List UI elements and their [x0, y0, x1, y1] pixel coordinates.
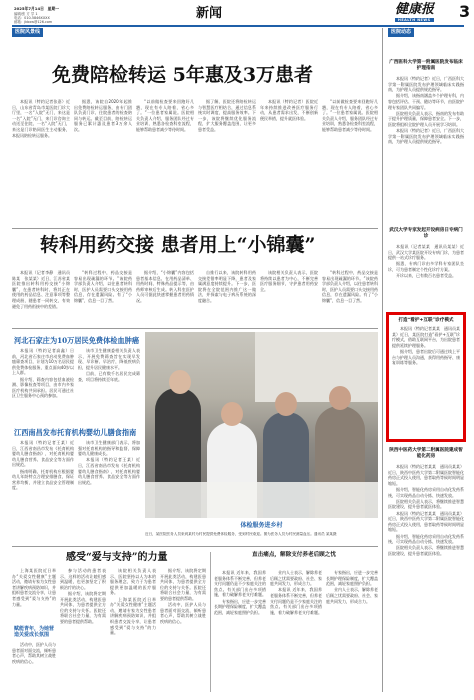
story5-col-1 [12, 568, 56, 622]
story1-col-3 [136, 99, 194, 227]
story1-col-4 [198, 99, 256, 227]
story3-para: 本报讯（特约记者高鑫）日前，河北省石家庄市启动免费血肿癌筛查项目，计划为10万名居民提供免费体检服务，重点面向40岁以上人群。 [12, 348, 74, 376]
right-item2-para: 开诊以来，已有数百名患者受益。 [396, 273, 456, 279]
story6-col-2 [270, 570, 322, 692]
photo-person [221, 402, 243, 426]
right-item3-para: 本报讯（特约记者某某 通讯员某某）近日，陕西中医药大学第二附属医院智能化药房正式投入使用，患者取药等候时间明显缩短。 [388, 464, 464, 486]
story4-col-1 [12, 440, 74, 530]
story6-para: 业内人士表示，解除养老后顾之忧需要政府、社会、家庭共同发力，形成合力。 [270, 570, 322, 587]
story5-col-3 [110, 568, 156, 692]
right-item2-para: 据悉，专病门诊由多学科专家团队坐诊，可为患者制定个性化诊疗方案。 [388, 261, 464, 272]
headline-elderly-care-payment: 直击痛点，解除支付养老后顾之忧 [252, 552, 336, 558]
email-line: 邮箱：jkbxw@126.com [14, 20, 53, 24]
story4-para: 本报讯（特约记者王某）近日，江西省南昌市发布《托育机构婴幼儿膳食指南》，对托育机构婴幼儿膳食营养、食品安全等方面作出规范。 [78, 457, 140, 485]
story1-col-5 [260, 99, 318, 227]
story1-para: 本报讯（特约记者）医院近年来持续推进改善医疗服务行动，从患者需求出发，不断创新便民举措，提升就医体验。 [260, 99, 318, 121]
story3-col-2 [78, 348, 140, 422]
masthead-rule [12, 25, 464, 27]
story4-para: 该市卫生健康部门表示，将加强对托育机构的指导和监督，保障婴幼儿健康成长。 [78, 440, 140, 457]
story6-para: 专家指出，应进一步完善长期护理保险制度，扩大覆盖范围，减轻家庭照护负担。 [214, 598, 266, 615]
story2-para: 据介绍，“小锦囊”内容包括患者基本信息、在用药品清单、用药时间、特殊药品提示等，由药师审核后生成。转入科室医护人员可据此快速掌握患者用药情况。 [136, 270, 194, 303]
highlight-body [392, 326, 460, 434]
highlight-para: 本报讯（特约记者某某 通讯员某某）近日，某医院打造“看护+互联”诊疗模式，借助互联网平台，为出院患者提供延续护理服务。 [392, 326, 460, 348]
photo-person [275, 392, 297, 416]
story3-para: 目前，已有数千名居民完成筛查，项目将持续至年底。 [78, 370, 140, 382]
right-item1-para: 据介绍，该指南涵盖多个护理专科，内容包括评估、干预、随访等环节，由医院护理专家团队共同编写。 [388, 93, 464, 110]
photo-person [169, 370, 191, 394]
story3-col-1 [12, 348, 74, 422]
story5-col-1b [12, 642, 56, 692]
story2-para: “转科过程中，药品交接是容易出现疏漏的环节。”该院药学部负责人介绍，以往患者转科时，医护人员需要口头交接用药信息，存在遗漏风险。有了“小锦囊”，信息一目了然。 [322, 270, 378, 303]
right-item1-title: 广西医科大学第一附属医院发布临床护理指南 [389, 60, 463, 71]
story2-col-3 [136, 270, 194, 326]
photo-caption-note: 近日，某医院医务人员来到某村为村民提供免费体检服务，受到村民欢迎。图为医务人员为村民测量血压。通讯员 某某摄 [145, 532, 337, 536]
column-tag-hospital-scene: 医院风景线 [12, 28, 43, 37]
right-item2-para: 本报讯（记者某某 通讯员某某）近日，武汉大学某医院开设专病门诊，为患者提供一站式诊疗服务。 [388, 244, 464, 261]
right-item3-para: 医院相关负责人表示，将继续推进智慧医院建设，提升患者就医体验。 [388, 545, 464, 556]
photo-person [329, 386, 351, 410]
story6-para: 专家指出，应进一步完善长期护理保险制度，扩大覆盖范围，减轻家庭照护负担。 [326, 570, 378, 587]
story4-para: 本报讯（特约记者王某）近日，江西省南昌市发布《托育机构婴幼儿膳食指南》，对托育机构婴幼儿膳食营养、食品安全等方面作出规范。 [12, 440, 74, 468]
story3-para: 该市卫生健康委相关负责人表示，开展免费筛查旨在实现早发现、早诊断、早治疗，降低疾病负担，提升居民健康水平。 [78, 348, 140, 370]
phone-line: 电话：010-5846XXXX [14, 16, 50, 20]
story1-col-2 [74, 99, 132, 227]
highlighted-news-box[interactable] [386, 312, 466, 442]
photo-caption-title: 体检服务进乡村 [240, 522, 283, 529]
masthead [0, 0, 474, 24]
right-item3-para: 本报讯（特约记者某某 通讯员某某）近日，陕西中医药大学第二附属医院智能化药房正式投入使用，患者取药等候时间明显缩短。 [388, 510, 464, 533]
right-item3-para: 据介绍，智能化药房采用自动化发药系统，可实现药品自动分拣、快速发放。 [388, 533, 464, 545]
headline-free-escort: 免费陪检转运 5年惠及3万患者 [52, 64, 314, 86]
section-title: 新闻 [196, 6, 223, 21]
story5-para: 据介绍，该院将定期开展此类活动，构建医患共同体，为患者提供全方位的支持与关怀。医院还将联合社会力量，为有需要的患者提供帮助。 [160, 568, 206, 601]
headline-shijiazhuang-screening: 河北石家庄为10万居民免费体检血肿癌 [14, 336, 140, 345]
story1-para: “以前做检查要来回跑好几趟，现在有专人陪着，省心多了。”一位患者家属说。医院相关负责人介绍，服务团队经过专业培训，熟悉各检查科室流程，能够帮助患者减少等待时间。 [136, 99, 194, 132]
column-divider [210, 552, 211, 692]
brand-name: 健康报 [395, 2, 435, 17]
story5-subhead: 赋能青年，为她营造关爱成长氛围 [14, 626, 55, 639]
story1-para: 本报讯（特约记者张嘉）近日，山东省青岛市某医院门诊大厅里，一名“入院”无门，来这是一名“入院”无门，来门诊咨询主动送至住院、一名“入院”无门，来这是门诊陪同医生主动服务，本报讯陪检转运服务。 [12, 99, 70, 138]
story2-col-5 [260, 270, 318, 326]
story6-para: 本报讯 近年来，我国养老服务体系不断完善，但养老支付问题仍是不少家庭关注的焦点。有关部门出台多项措施，着力破解养老支付难题。 [270, 587, 322, 615]
story6-para: 业内人士表示，解除养老后顾之忧需要政府、社会、家庭共同发力，形成合力。 [326, 587, 378, 604]
story5-para: 活动中，医护人员与患者面对面交流，倾听患者心声，帮助其树立战胜疾病的信心。 [160, 602, 206, 624]
story4-para: 指南明确，托育机构应根据婴幼儿年龄特点合理安排膳食，保证营养均衡，并建立食品安全管理制度。 [12, 468, 74, 491]
right-item2-body [388, 244, 464, 308]
headline-love-support: 感受“爱与支持”的力量 [66, 552, 168, 563]
news-photo [145, 332, 378, 518]
column-tag-hospital-news: 医院动态 [388, 28, 414, 37]
issue-date: 2025年7月14日 星期一 [14, 6, 60, 11]
story5-para: 参与活动的患者表示，这样的活动让她们感到温暖，也更加坚定了积极治疗的决心。 [60, 568, 106, 590]
story-divider [12, 546, 378, 547]
brand-logo-icon [395, 3, 457, 23]
photo-window [255, 332, 378, 402]
story5-para: 据介绍，该院将定期开展此类活动，构建医患共同体，为患者提供全方位的支持与关怀。医院还将联合社会力量，为有需要的患者提供帮助。 [60, 590, 106, 624]
page-number: 3 [459, 2, 471, 21]
story3-para: 据介绍，筛查内容包括血液检测、影像检查等项目，由市内多家医疗机构共同承担。居民可通过社区卫生服务中心预约参加。 [12, 376, 74, 399]
right-item1-body [388, 76, 464, 222]
story2-para: 本报讯（记者李静 通讯员陈某 张某某）近日，江苏省某医院推出转科用药交接“小锦囊”，在患者转科时，将其正在使用的药品信息、注意事项等整理成册，随患者一同转交，有效避免了用药衔接中的差错。 [12, 270, 70, 309]
photo-table [145, 482, 378, 518]
right-item2-title: 武汉大学专家发起开设病房日专病门诊 [389, 228, 463, 239]
story2-para: 自推行以来，该院转科用药交接差错率明显下降，患者及家属满意度持续提升。下一步，医院将在全院范围内推广这一做法，并探索与电子病历系统的深度融合。 [198, 270, 256, 303]
headline-transfer-medication: 转科用药交接 患者用上“小锦囊” [40, 234, 316, 256]
right-item1-para: 本报讯（特约记者）近日，广西医科大学第一附属医院发布护理领域临床实践指南，为护理人员提供规范指导。 [388, 76, 464, 93]
story2-col-4 [198, 270, 256, 326]
story5-col-2 [60, 568, 106, 692]
story5-para: 该院相关负责人表示，医院坚持以人为本的服务理念，致力于为患者提供更加温暖的医疗服务。 [110, 568, 156, 596]
story5-para: 上海某医院近日举办“关爱女性健康”主题活动，邀请专家为女性患者讲解疾病预防知识，并组织患者交流分享，让患者感受到“爱与支持”的力量。 [12, 568, 56, 607]
right-item1-para: 本报讯（特约记者）近日，广西医科大学第一附属医院发布护理领域临床实践指南，为护理人员提供规范指导。 [388, 128, 464, 145]
story1-col-6 [322, 99, 378, 227]
brand-name-en: HEALTH NEWS [395, 18, 434, 22]
story6-col-1 [214, 570, 266, 692]
highlight-para: 据介绍，患者出院后可通过线上平台与护理人员沟通，获得用药指导、康复训练等服务。 [392, 348, 460, 366]
highlight-title: 打造“看护+互联”诊疗模式 [398, 318, 454, 323]
story4-col-2 [78, 440, 140, 530]
story1-col-1 [12, 99, 70, 227]
story2-col-6 [322, 270, 378, 326]
story6-para: 本报讯 近年来，我国养老服务体系不断完善，但养老支付问题仍是不少家庭关注的焦点。有关部门出台多项措施，着力破解养老支付难题。 [214, 570, 266, 598]
story1-para: 据了解，医院还将陪检转运与智慧医疗相结合，通过信息系统实时调度，提高服务效率。下一步，该院将继续优化服务流程，扩大服务覆盖范围，让更多患者受益。 [198, 99, 256, 132]
right-item1-para: 医院相关负责人表示，指南的发布有助于提升护理质量，保障患者安全。下一步，医院将组织全院护理人员开展学习培训。 [388, 110, 464, 127]
story1-para: “以前做检查要来回跑好几趟，现在有专人陪着，省心多了。”一位患者家属说。医院相关负责人介绍，服务团队经过专业培训，熟悉各检查科室流程，能够帮助患者减少等待时间。 [322, 99, 378, 132]
right-item3-para: 医院相关负责人表示，将继续推进智慧医院建设，提升患者就医体验。 [388, 498, 464, 510]
headline-nanchang-childcare: 江西南昌发布托育机构婴幼儿膳食指南 [14, 428, 137, 437]
editor-line: 编辑/张 方 学 1 [14, 12, 38, 16]
right-item3-title: 陕西中医药大学第二附属医院建成智能化药房 [389, 448, 463, 459]
story2-para: 该院相关负责人表示，医院将持续以患者为中心，不断完善医疗服务细节，守护患者用药安全。 [260, 270, 318, 292]
right-item3-body [388, 464, 464, 692]
story2-col-2 [74, 270, 132, 326]
story-divider [12, 228, 378, 229]
story2-para: “转科过程中，药品交接是容易出现疏漏的环节。”该院药学部负责人介绍，以往患者转科时，医护人员需要口头交接用药信息，存在遗漏风险。有了“小锦囊”，信息一目了然。 [74, 270, 132, 303]
right-column-divider [382, 28, 383, 692]
story2-col-1 [12, 270, 70, 326]
story6-col-3 [326, 570, 378, 692]
story1-para: 据悉，该院自2020年起推出免费陪检转运服务，由专门团队负责门诊、住院患者的检查陪同与转运。截至目前，陪检转运服务已累计惠及患者3万余人次。 [74, 99, 132, 132]
right-item3-para: 据介绍，智能化药房采用自动化发药系统，可实现药品自动分拣、快速发放。 [388, 486, 464, 498]
story5-para: 上海某医院近日举办“关爱女性健康”主题活动，邀请专家为女性患者讲解疾病预防知识，并组织患者交流分享，让患者感受到“爱与支持”的力量。 [110, 596, 156, 636]
story5-para: 活动中，医护人员与患者面对面交流，倾听患者心声，帮助其树立战胜疾病的信心。 [12, 642, 56, 664]
story-divider [12, 328, 378, 329]
story5-col-4 [160, 568, 206, 692]
